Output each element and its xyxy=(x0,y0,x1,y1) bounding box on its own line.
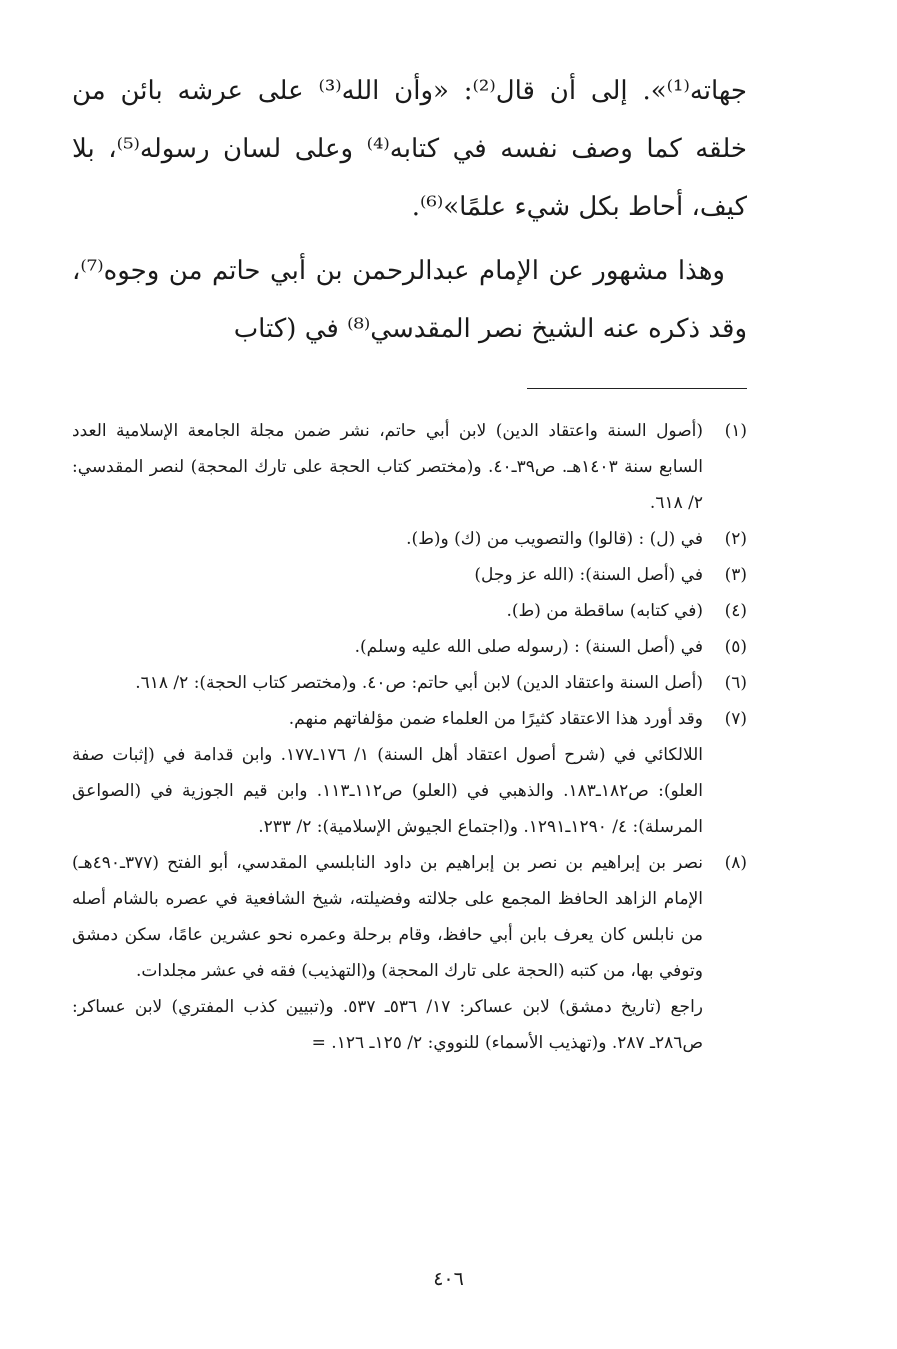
footnote-number: (٤) xyxy=(724,601,747,621)
footnote xyxy=(72,845,747,1061)
main-paragraph-2: وهذا مشهور عن الإمام عبدالرحمن بن أبي حاتم من وجوه⁽⁷⁾، وقد ذكره عنه الشيخ نصر المقدسي⁽⁸⁾ في (كتاب xyxy=(72,256,747,344)
footnote-number: (٨) xyxy=(724,853,747,873)
footnote-text: راجع (تاريخ دمشق) لابن عساكر: ١٧/ ٥٣٦ـ ٥٣٧. و(تبيين كذب المفتري) لابن عساكر: ص٢٨٦ـ ٢٨٧. و(تهذيب الأسماء) للنووي: ٢/ ١٢٥ـ ١٢٦. = xyxy=(72,997,703,1053)
footnote xyxy=(72,701,747,845)
footnote-number: (١) xyxy=(724,421,747,441)
footnote-number: (٣) xyxy=(724,565,747,585)
footnote-text: في (أصل السنة) : (رسوله صلى الله عليه وسلم). xyxy=(354,637,703,657)
footnotes xyxy=(72,413,747,1061)
footnote-number: (٧) xyxy=(724,709,747,729)
footnote xyxy=(72,593,747,629)
footnote-text: (في كتابه) ساقطة من (ط). xyxy=(506,601,703,621)
footnote-divider xyxy=(527,388,747,389)
footnote xyxy=(72,413,747,521)
footnote xyxy=(72,665,747,701)
footnote-text: اللالكائي في (شرح أصول اعتقاد أهل السنة) ١/ ١٧٦ـ١٧٧. وابن قدامة في (إثبات صفة العلو): ص١٨٢ـ١٨٣. والذهبي في (العلو) ص١١٢ـ١١٣. وابن قيم الجوزية في (الصواعق المرسلة): ٤/ ١٢٩٠ـ١٢٩١. و(اجتماع الجيوش الإسلامية): ٢/ ٢٣٣. xyxy=(72,745,704,837)
page-number: ٤٠٦ xyxy=(433,1268,464,1290)
footnote-text: في (ل) : (قالوا) والتصويب من (ك) و(ط). xyxy=(406,529,703,549)
footnote xyxy=(72,629,747,665)
footnote-text: (أصول السنة واعتقاد الدين) لابن أبي حاتم، نشر ضمن مجلة الجامعة الإسلامية العدد السابع سنة ١٤٠٣هـ. ص٣٩ـ٤٠. و(مختصر كتاب الحجة على تارك المحجة) لنصر المقدسي: ٢/ ٦١٨. xyxy=(72,421,703,513)
footnote xyxy=(72,557,747,593)
footnote-text: (أصل السنة واعتقاد الدين) لابن أبي حاتم: ص٤٠. و(مختصر كتاب الحجة): ٢/ ٦١٨. xyxy=(135,673,703,693)
main-paragraph-1: جهاته⁽¹⁾». إلى أن قال⁽²⁾: «وأن الله⁽³⁾ على عرشه بائن من خلقه كما وصف نفسه في كتابه⁽⁴⁾ وعلى لسان رسوله⁽⁵⁾، بلا كيف، أحاط بكل شيء علمًا»⁽⁶⁾. xyxy=(72,76,748,222)
footnote-number: (٢) xyxy=(724,529,747,549)
main-text xyxy=(72,62,747,358)
footnote-text: في (أصل السنة): (الله عز وجل) xyxy=(474,565,703,585)
footnote-number: (٦) xyxy=(724,673,747,693)
footnote-number: (٥) xyxy=(724,637,747,657)
footnote-text: نصر بن إبراهيم بن نصر بن إبراهيم بن داود النابلسي المقدسي، أبو الفتح (٣٧٧ـ٤٩٠هـ) الإمام الزاهد الحافظ المجمع على جلالته وفضيلته، شيخ الشافعية في عصره بالشام أصله من نابلس كان يعرف بابن أبي حافظ، وقام برحلة وعمره نحو عشرين عامًا، سكن دمشق وتوفي بها، من كتبه (الحجة على تارك المحجة) و(التهذيب) فقه في عشر مجلدات. xyxy=(72,853,703,981)
footnote xyxy=(72,521,747,557)
footnote-text: وقد أورد هذا الاعتقاد كثيرًا من العلماء ضمن مؤلفاتهم منهم. xyxy=(288,709,703,729)
